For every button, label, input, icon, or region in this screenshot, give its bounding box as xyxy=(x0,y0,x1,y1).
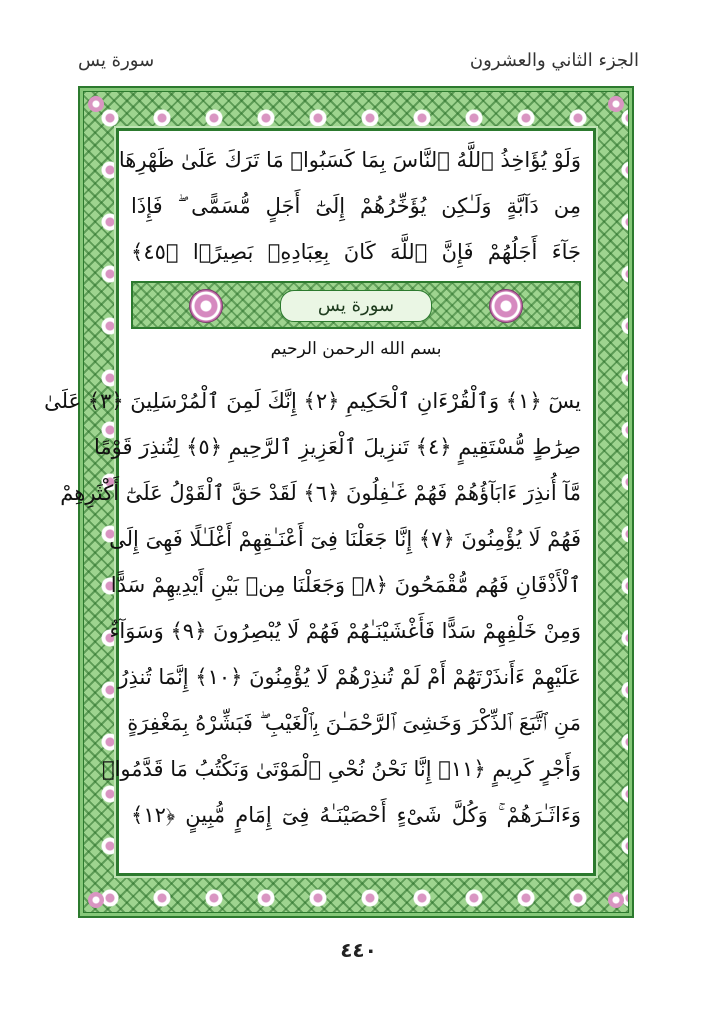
verse-lines xyxy=(44,131,593,873)
page-frame xyxy=(44,86,634,918)
verse-line: مِن دَآبَّةٍ وَلَـٰكِن يُؤَخِّرُهُمْ إِلَىٰٓ أَجَلٍ مُّسَمًّى ۖ فَإِذَا xyxy=(131,194,581,218)
text-panel xyxy=(44,128,596,876)
verse-line: يسٓ ﴿١﴾ وَٱلْقُرْءَانِ ٱلْحَكِيمِ ﴿٢﴾ إِنَّكَ لَمِنَ ٱلْمُرْسَلِينَ ﴿٣﴾ عَلَىٰ xyxy=(44,389,581,413)
verse-line: وَأَجْرٍ كَرِيمٍ ﴿١١﴾ إِنَّا نَحْنُ نُحْىِ ٱلْمَوْتَىٰ وَنَكْتُبُ مَا قَدَّمُوا۟ xyxy=(102,757,581,781)
corner-flower-icon xyxy=(88,892,104,908)
verse-line: مَنِ ٱتَّبَعَ ٱلذِّكْرَ وَخَشِىَ ٱلرَّحْمَـٰنَ بِٱلْغَيْبِ ۖ فَبَشِّرْهُ بِمَغْفِرَةٍ xyxy=(127,711,581,735)
corner-flower-icon xyxy=(88,96,104,112)
corner-flower-icon xyxy=(608,96,624,112)
surah-header: سورة يس xyxy=(78,50,155,71)
verse-line: مَّآ أُنذِرَ ءَابَآؤُهُمْ فَهُمْ غَـٰفِلُونَ ﴿٦﴾ لَقَدْ حَقَّ ٱلْقَوْلُ عَلَىٰٓ أَكْثَرِهِمْ xyxy=(60,481,581,505)
rosette-icon xyxy=(489,289,523,323)
rosette-icon xyxy=(189,289,223,323)
surah-banner xyxy=(131,281,581,329)
verse-line: وَمِنْ خَلْفِهِمْ سَدًّا فَأَغْشَيْنَـٰهُمْ فَهُمْ لَا يُبْصِرُونَ ﴿٩﴾ وَسَوَآءٌ xyxy=(109,619,581,643)
verse-line: عَلَيْهِمْ ءَأَنذَرْتَهُمْ أَمْ لَمْ تُنذِرْهُمْ لَا يُؤْمِنُونَ ﴿١٠﴾ إِنَّمَا تُنذِرُ xyxy=(118,665,581,689)
verse-line: صِرَٰطٍ مُّسْتَقِيمٍ ﴿٤﴾ تَنزِيلَ ٱلْعَزِيزِ ٱلرَّحِيمِ ﴿٥﴾ لِتُنذِرَ قَوْمًا xyxy=(93,435,581,459)
verse-line: وَلَوْ يُؤَاخِذُ ٱللَّهُ ٱلنَّاسَ بِمَا كَسَبُوا۟ مَا تَرَكَ عَلَىٰ ظَهْرِهَا xyxy=(118,148,581,172)
verse-line: جَآءَ أَجَلُهُمْ فَإِنَّ ٱللَّهَ كَانَ بِعِبَادِهِۦ بَصِيرًۢا ﴿٤٥﴾ xyxy=(131,240,581,264)
surah-title: سورة يس xyxy=(280,290,432,322)
verse-line: ٱلْأَذْقَانِ فَهُم مُّقْمَحُونَ ﴿٨﴾ وَجَعَلْنَا مِنۢ بَيْنِ أَيْدِيهِمْ سَدًّا xyxy=(110,573,581,597)
verse-line: فَهُمْ لَا يُؤْمِنُونَ ﴿٧﴾ إِنَّا جَعَلْنَا فِىٓ أَعْنَـٰقِهِمْ أَغْلَـٰلًا فَهِىَ إِلَى xyxy=(109,527,581,551)
juz-header: الجزء الثاني والعشرون xyxy=(469,50,639,71)
page-number: ٤٤٠ xyxy=(340,938,377,962)
basmala: بسم الله الرحمن الرحيم xyxy=(270,339,442,359)
corner-flower-icon xyxy=(608,892,624,908)
verse-line: وَءَاثَـٰرَهُمْ ۚ وَكُلَّ شَىْءٍ أَحْصَيْنَـٰهُ فِىٓ إِمَامٍ مُّبِينٍ ﴿١٢﴾ xyxy=(131,803,581,827)
